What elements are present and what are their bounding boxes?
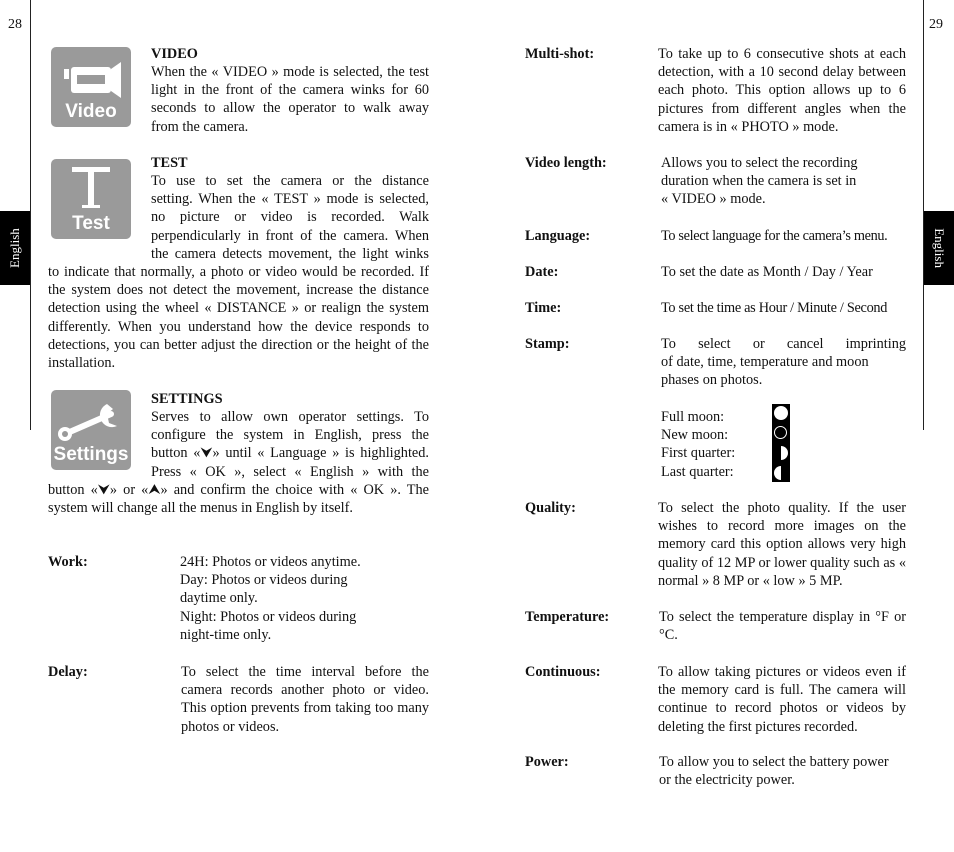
power-definition [659, 753, 909, 789]
settings-line: Serves to allow own operator settings. To [151, 409, 429, 425]
work-line: daytime only. [180, 590, 258, 607]
settings-icon-label: Settings [53, 444, 129, 465]
moon-phase-list [661, 408, 771, 481]
stamp-line: of date, time, temperature and moon [661, 354, 869, 371]
temperature-term: Temperature: [525, 609, 610, 625]
work-line: Night: Photos or videos during [180, 608, 357, 625]
video-icon-label: Video [65, 101, 117, 122]
language-tab-label: English [932, 228, 948, 268]
test-line: the camera detects movement, the light winks [151, 245, 429, 262]
test-heading: TEST [151, 155, 188, 171]
continuous-term: Continuous: [525, 664, 601, 680]
time-term: Time: [525, 300, 562, 316]
stamp-line: phases on photos. [661, 372, 763, 389]
time-definition: To set the time as Hour / Minute / Second [661, 300, 888, 316]
temperature-definition: To select the temperature display in °F or °C. [659, 609, 906, 644]
language-tab-left [0, 211, 30, 285]
test-icon [51, 159, 131, 239]
multishot-definition: To take up to 6 consecutive shots at each detection, with a 10 second delay between each photo. This option allows up to 6 pictures from different angles when the camera is in « PHOTO » mode. [658, 46, 906, 135]
language-definition: To select language for the camera’s menu. [661, 228, 888, 244]
settings-line: configure the system in English, press the [151, 427, 429, 444]
power-line: or the electricity power. [659, 772, 795, 789]
stamp-term: Stamp: [525, 336, 570, 352]
test-continuation: to indicate that normally, a photo or video would be recorded. If the system does not detect the movement, increase the distance detection using the wheel « DISTANCE » or realign the system differently. When you understand how the device responds to detections, you can better adjust the direction or the height of the installation. [48, 264, 429, 372]
moon-phase-icons [772, 404, 790, 482]
power-line: To allow you to select the battery power [659, 754, 889, 770]
continuous-definition: To allow taking pictures or videos even if the memory card is full. The camera will continue to record photos or videos by deleting the first pictures recorded. [658, 664, 906, 735]
video-heading: VIDEO [151, 46, 198, 62]
work-definition [180, 553, 430, 644]
settings-line: Press « OK », select « English » with the [151, 463, 429, 480]
work-term: Work: [48, 554, 88, 570]
test-line: perpendicularly in front of the camera. When [151, 227, 429, 244]
video-icon [51, 47, 131, 127]
moon-phase-new-label: New moon: [661, 427, 729, 444]
test-line: To use to set the camera or the distance [151, 173, 429, 189]
new-moon-icon [774, 426, 787, 439]
video-length-definition [661, 154, 906, 209]
video-length-term: Video length: [525, 155, 607, 171]
test-description-wrap [151, 172, 429, 263]
test-line: no picture or video is recorded. Walk [151, 209, 429, 226]
date-term: Date: [525, 264, 559, 280]
stamp-definition [661, 335, 906, 390]
settings-description-wrap [151, 408, 429, 481]
work-line: 24H: Photos or videos anytime. [180, 554, 361, 570]
work-line: Day: Photos or videos during [180, 572, 348, 589]
work-line: night-time only. [180, 626, 272, 643]
settings-heading: SETTINGS [151, 391, 223, 407]
language-tab-label: English [6, 228, 22, 268]
language-tab-right [924, 211, 954, 285]
stamp-line: To select or cancel imprinting [661, 336, 906, 352]
date-definition: To set the date as Month / Day / Year [661, 264, 873, 280]
video-length-line: « VIDEO » mode. [661, 191, 766, 208]
settings-icon [51, 390, 131, 470]
multishot-term: Multi-shot: [525, 46, 595, 62]
delay-definition: To select the time interval before the camera records another photo or video. This option prevents from taking too many photos or videos. [181, 664, 429, 735]
video-length-line: Allows you to select the recording [661, 155, 858, 171]
video-length-line: duration when the camera is set in [661, 173, 857, 190]
first-quarter-moon-icon [774, 446, 788, 460]
settings-continuation: button «⮟» or «⮝» and confirm the choice with « OK ». The system will change all the menus in English by itself. [48, 482, 429, 517]
moon-phase-first-quarter-label: First quarter: [661, 445, 736, 462]
delay-term: Delay: [48, 664, 88, 680]
page-number-left: 28 [8, 17, 22, 32]
last-quarter-moon-icon [774, 466, 788, 480]
page-number-right: 29 [929, 17, 943, 32]
test-icon-label: Test [72, 213, 110, 234]
test-line: setting. When the « TEST » mode is selected, [151, 191, 429, 208]
language-term: Language: [525, 228, 591, 244]
video-description: When the « VIDEO » mode is selected, the test light in the front of the camera winks for 60 seconds to allow the operator to walk away from the camera. [151, 64, 429, 135]
left-margin-rule [30, 0, 31, 430]
full-moon-icon [774, 406, 788, 420]
quality-term: Quality: [525, 500, 576, 516]
quality-definition: To select the photo quality. If the user wishes to record more images on the memory card this option allows very high quality of 12 MP or lower quality such as « normal » 8 MP or « low » 5 MP. [658, 500, 906, 589]
power-term: Power: [525, 754, 569, 770]
settings-line: button «⮟» until « Language » is highlighted. [151, 445, 429, 462]
moon-phase-last-quarter-label: Last quarter: [661, 463, 734, 480]
moon-phase-full-label: Full moon: [661, 409, 725, 425]
